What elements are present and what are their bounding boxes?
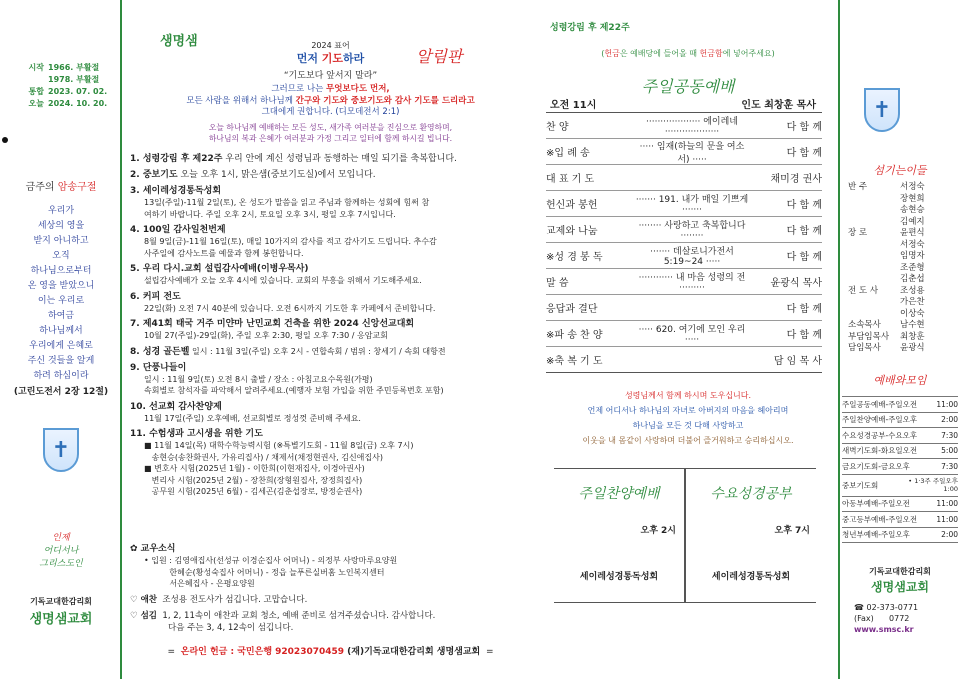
org-name: 기독교대한감리회 [869, 567, 931, 576]
history-row: 오늘 2024. 10. 20. [28, 99, 108, 108]
announcement-item: 9. 단풍나들이 일시 : 11월 9일(토) 오전 8시 출발 / 장소 : 아침고요수목원(가평) 속회별로 참석자를 파악해서 알려주세요.(예행자 보험 가입을 위한 주민등록번호 포함) [130, 362, 444, 395]
church-logo [43, 428, 79, 472]
wednesday-service-time: 오후 7시 [774, 526, 810, 536]
worship-row: ※입 례 송 ····· 임재(하늘의 문을 여소서) ····· 다 함 께 [546, 139, 822, 165]
servant-row: 송현승 [900, 205, 925, 215]
schedule-title: 예배와모임 [873, 374, 927, 387]
announcement-item: 5. 우리 다시.교회 설립감사예배(이병우목사) 설립감사예배가 오늘 오후 4시에 있습니다. 교회의 부흥을 위해서 기도해주세요. [130, 264, 422, 285]
schedule-row: 새벽기도회-화요일오전 5:00 [842, 444, 958, 460]
servant-row: 반 주 서정숙 [848, 182, 925, 192]
worship-row: 교제와 나눔 ········ 사랑하고 축복합니다 ········ 다 함 께 [546, 217, 822, 243]
worship-row: ※성 경 봉 독 ······· 데살로니가전서 5:19~24 ····· 다 함 께 [546, 243, 822, 269]
bullet-dot [2, 137, 8, 143]
servant-row: 조준형 [900, 262, 925, 273]
announcement-item: 6. 커피 전도 22일(화) 오전 7시 40분에 있습니다. 오전 6시까지 기도한 후 카페에서 준비합니다. [130, 291, 436, 313]
dove-icon: ✝ [51, 437, 71, 463]
church-name: 생명샘교회 [29, 612, 93, 627]
servant-row: 임명자 [900, 251, 925, 261]
schedule-row: 수요성경공부-수요오후 7:30 [842, 428, 958, 444]
church-tag: 생명샘 [160, 34, 198, 49]
year-label: 2024 표어 [311, 41, 350, 50]
church-logo [864, 88, 900, 132]
servant-row: 소속목사 남수현 [848, 320, 925, 330]
benediction: 성령님께서 함께 하시며 도우십니다. 언제 어디서나 하나님의 자녀로 아버지의 마음을 헤아리며 하나님을 모든 것 다해 사랑하고 이웃을 내 몸같이 사랑하며 더불어 즐거워하고 승리하십시오. [582, 391, 794, 445]
schedule-row: 아동부예배-주일오전 11:00 [842, 497, 958, 513]
worship-time: 오전 11시 [550, 100, 597, 111]
announcement-item: 10. 선교회 감사찬양제 11월 17일(주일) 오후예배, 선교회별로 정성껏 준비해 주세요. [130, 401, 361, 423]
verse-heading: 금주의 암송구절 [25, 182, 97, 193]
announcement-item: 2. 중보기도 오늘 오후 1시, 맑은샘(중보기도실)에서 모입니다. [130, 170, 376, 180]
week-label: 성령강림 후 제22주 [550, 23, 630, 33]
sunday-service-name: 세이레성경통독성회 [579, 572, 659, 582]
announcements-panel [124, 0, 537, 679]
sunday-service-title: 주일찬양예배 [578, 486, 660, 502]
servant-row: 전 도 사 조성용 [848, 285, 925, 296]
servant-row: 이상숙 [900, 308, 925, 319]
history-row: 시작 1966. 부활절 [28, 63, 100, 72]
worship-row: 말 씀 ············ 내 마음 성령의 전 ········· 윤광식 목사 [546, 269, 822, 295]
right-panel [838, 0, 960, 679]
servant-row: 담임목사 윤광식 [848, 343, 925, 353]
worship-title: 주일공동예배 [641, 77, 735, 96]
servant-row: 부담임목사 최창훈 [848, 331, 925, 342]
schedule-row: 주일찬양예배-주일오후 2:00 [842, 413, 958, 429]
dove-icon: ✝ [872, 97, 892, 123]
servant-row: 김춘섭 [900, 274, 925, 284]
schedule-row: 금요기도회-금요오후 7:30 [842, 459, 958, 475]
worship-row: ※축 복 기 도 담 임 목 사 [546, 347, 822, 373]
slogan: 인제 어디서나 그리스도인 [39, 533, 83, 569]
verse-reference: (고린도전서 2장 12절) [13, 387, 109, 397]
schedule-row: 주일공동예배-주일오전 11:00 [842, 397, 958, 413]
servant-row: 가은찬 [900, 297, 925, 307]
memory-verse: 우리가 세상의 영을 받지 아니하고 오직 하나님으로부터 온 영을 받았으니 이는 우리로 하여금 하나님께서 우리에게 은혜로 주신 것들을 알게 하려 하심이라 [27, 206, 95, 381]
history-row: 통합 2023. 07. 02. [28, 87, 108, 96]
other-services [554, 468, 816, 603]
online-offering: = 온라인 헌금 : 국민은행 92023070459 (재)기독교대한감리회 생명샘교회 = [167, 647, 494, 657]
schedule-row: 중보기도회 • 1·3주 주일오후 1:00 [842, 475, 958, 497]
church-history [8, 62, 118, 110]
service-team: ♡ 섬김 1, 2, 11속이 애찬과 교회 청소, 예배 준비로 섬겨주셨습니다. 감사합니다. 다음 주는 3, 4, 12속이 섬깁니다. [130, 611, 436, 633]
servant-row: 장 로 윤편식 [848, 228, 925, 238]
wednesday-service-title: 수요성경공부 [710, 486, 792, 502]
worship-row: 대 표 기 도 채미경 권사 [546, 165, 822, 191]
servants-list [842, 182, 960, 355]
servant-row: 김예지 [900, 216, 925, 227]
org-name: 기독교대한감리회 [30, 597, 92, 606]
sunday-service-time: 오후 2시 [640, 526, 676, 536]
worship-panel [540, 0, 836, 679]
motto-subtitle: “기도보다 앞서지 말라” [283, 71, 378, 81]
servant-row: 장현희 [900, 193, 925, 204]
worship-row: 응답과 결단 다 함 께 [546, 295, 822, 321]
worship-row: 찬 양 ··················· 에이레네 ··················· 다 함 께 [546, 113, 822, 139]
servant-row: 서정숙 [900, 239, 925, 250]
website-link[interactable]: www.smsc.kr [854, 625, 914, 634]
announcement-item: 7. 제41회 태국 거주 미얀마 난민교회 건축을 위한 2024 신앙선교대회 10월 27(주일)-29일(화), 주일 오후 2:30, 평일 오후 7:30 / 응암교회 [130, 319, 415, 340]
offering-notice: (헌금은 예배당에 들어올 때 헌금함에 넣어주세요) [601, 49, 775, 58]
flower-offering: ♡ 애찬 조성용 전도사가 섬깁니다. 고맙습니다. [130, 595, 308, 605]
announcement-item: 11. 수험생과 고시생을 위한 기도 ■ 11월 14일(목) 대학수학능력시험 (※특별기도회 - 11월 8일(금) 오후 7시) 송현승(송찬화권사, 가유리집사) / 채제서(채정현권사, 김신애집사) ■ 변호사 시험(2025년 1월) - 이한희(이현재집사, 이경아권사) 변리사 시험(2025년 2월) - 장찬희(장형원집사, 장정희집사) 공무원 시험(2025년 6월) - 김세곤(김춘섭장로, 방정순권사) [130, 429, 414, 496]
meeting-schedule [842, 396, 958, 543]
welcome-message: 오늘 하나님께 예배하는 모든 성도, 새가족 여러분을 진심으로 환영하며, 하나님의 복과 은혜가 여러분과 가정 그리고 일터에 함께 하시길 빕니다. [208, 123, 453, 143]
left-panel [0, 0, 122, 679]
order-of-worship [546, 112, 822, 373]
church-news: ✿ 교우소식 • 입원 : 김영애집사(선성규 이경순집사 어머니) - 의정부 사랑마루요양원 한혜순(황성숙집사 어머니) - 정읍 늘푸른실버홈 노인복지센터 서은혜집사 - 은평요양원 [130, 544, 398, 588]
church-name: 생명샘교회 [871, 580, 929, 594]
worship-row: 헌신과 봉헌 ······· 191. 내가 매일 기쁘게 ······· 다 함 께 [546, 191, 822, 217]
announcement-list [130, 153, 534, 502]
motto: 먼저 기도하라 [296, 52, 365, 65]
contact-info: ☎ 02-373-0771 (Fax) 0772 www.smsc.kr [854, 602, 958, 635]
history-row: 1978. 부활절 [48, 75, 100, 84]
schedule-row: 청년부예배-주일오후 2:00 [842, 528, 958, 544]
servants-title: 섬기는이들 [873, 164, 927, 177]
memo-title: 알림판 [416, 47, 463, 66]
announcement-item: 8. 성경 골든벨 일시 : 11월 3일(주일) 오후 2시 - 연합속회 / 범위 : 창세기 / 속회 대항전 [130, 346, 446, 357]
schedule-row: 중고등부예배-주일오전 11:00 [842, 512, 958, 528]
announcement-item: 4. 100일 감사일천번제 8월 9일(금)-11월 16일(토), 매일 10가지의 감사를 적고 감사기도 드립니다. 추수감 사주일에 감사노트를 예물과 함께 봉헌합니다. [130, 225, 437, 258]
announcement-item: 1. 성령강림 후 제22주 우리 안에 계신 성령님과 동행하는 매일 되기를 축복합니다. [130, 154, 457, 164]
worship-leader: 인도 최창훈 목사 [741, 100, 816, 111]
wednesday-service-name: 세이레성경통독성회 [711, 572, 791, 582]
worship-row: ※파 송 찬 양 ····· 620. 여기에 모인 우리 ····· 다 함 께 [546, 321, 822, 347]
intro-verse: 그러므로 나는 무엇보다도 먼저, 모든 사람을 위해서 하나님께 간구와 기도와 중보기도와 감사 기도를 드리라고 그대에게 권합니다. (디모데전서 2:1) [186, 84, 475, 117]
announcement-item: 3. 세이레성경통독성회 13일(주일)-11월 2일(토), 온 성도가 말씀을 읽고 주님과 함께하는 성회에 힘써 참 여하기 바랍니다. 주일 오후 2시, 토요일 오후 3시, 평일 오후 7시입니다. [130, 186, 430, 219]
